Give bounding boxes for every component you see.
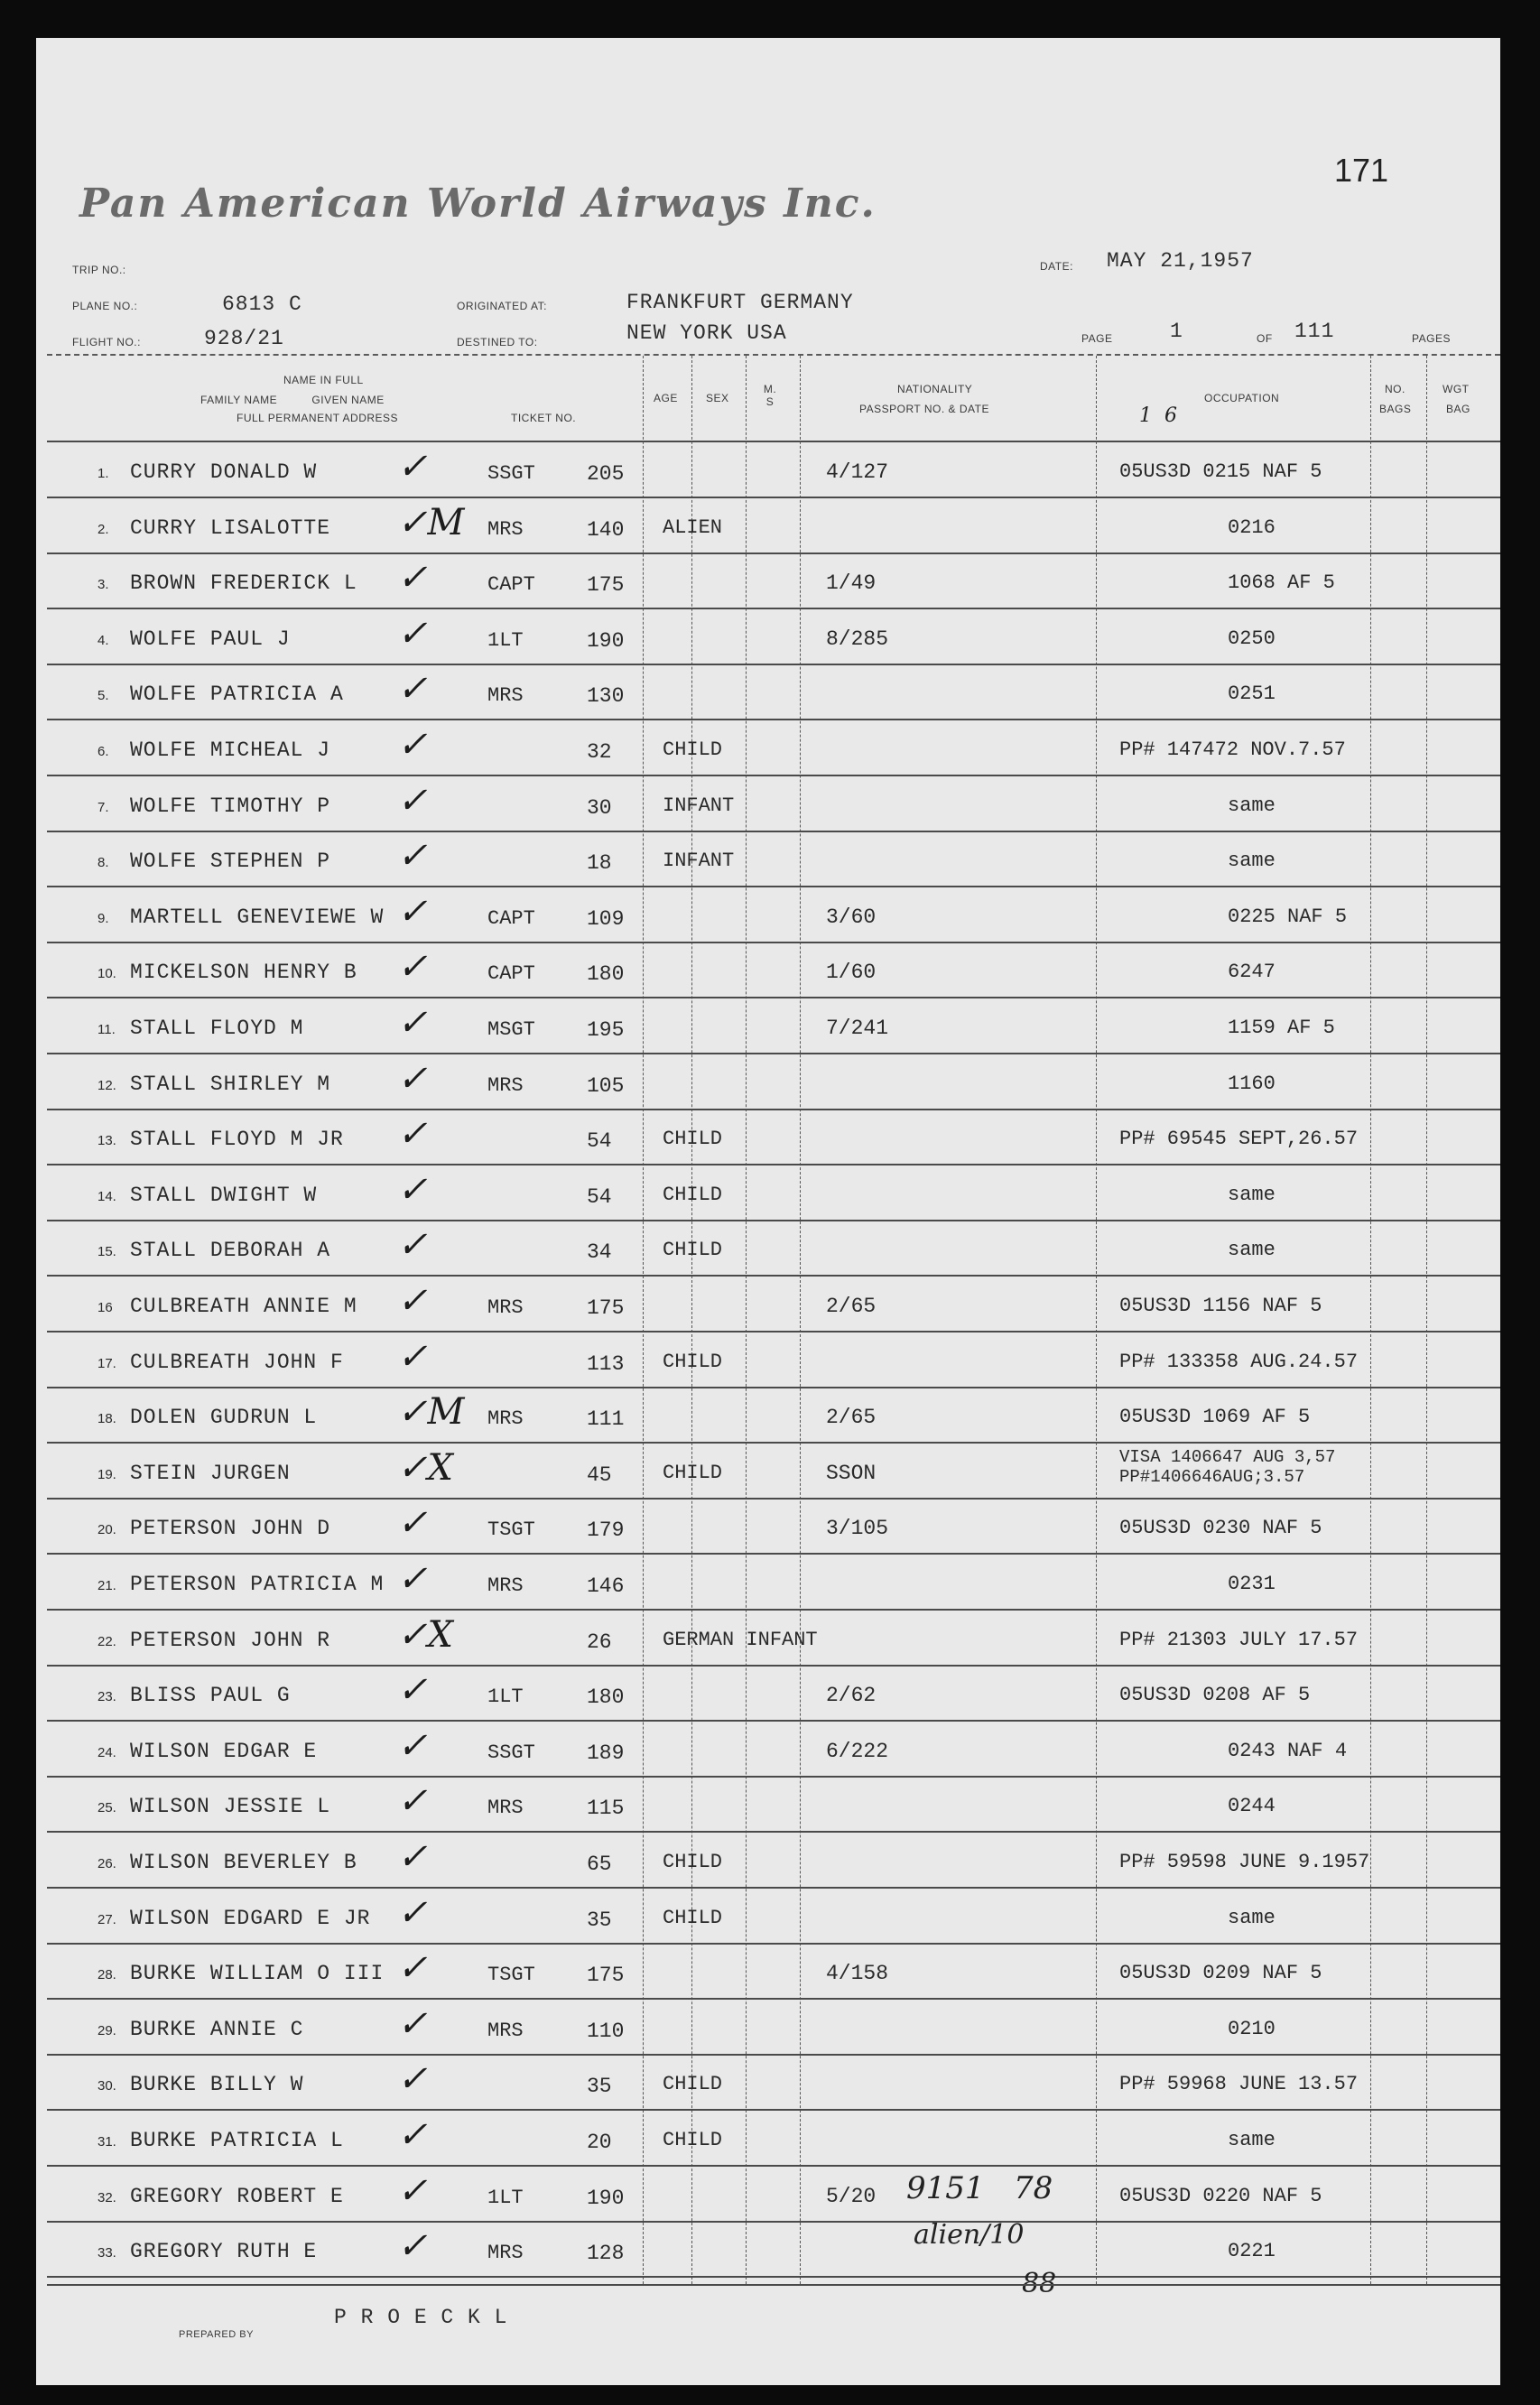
check-mark: ✓ <box>397 1280 428 1322</box>
check-mark: ✓ <box>397 1947 428 1989</box>
col-nationality: NATIONALITY <box>897 383 973 395</box>
col-ticket: TICKET NO. <box>511 412 577 424</box>
rank-title: MRS <box>487 684 524 707</box>
occupation: 6247 <box>1228 961 1276 983</box>
row-number: 7. <box>97 800 109 815</box>
row-number: 16 <box>97 1300 113 1315</box>
check-mark: ✓ <box>397 2003 428 2045</box>
handwritten-total: 9151 78 <box>906 2170 1053 2206</box>
check-mark: ✓ <box>397 1336 428 1378</box>
occupation: PP# 133358 AUG.24.57 <box>1119 1351 1359 1373</box>
occupation: 0221 <box>1228 2240 1276 2262</box>
table-row <box>0 2055 1540 2109</box>
check-mark: ✓ <box>397 946 428 988</box>
passenger-name: WOLFE STEPHEN P <box>130 850 331 873</box>
rank-title: SSGT <box>487 462 535 485</box>
col-occupation: OCCUPATION <box>1204 392 1280 404</box>
row-number: 29. <box>97 2023 116 2038</box>
sex-status: INFANT <box>663 850 735 872</box>
passenger-name: WILSON EDGARD E JR <box>130 1907 371 1930</box>
occupation: 05US3D 0209 NAF 5 <box>1119 1962 1322 1984</box>
table-row <box>0 2222 1540 2276</box>
page: 1 <box>1170 320 1183 343</box>
row-number: 10. <box>97 966 116 981</box>
passenger-name: CULBREATH ANNIE M <box>130 1295 357 1318</box>
table-row <box>0 664 1540 719</box>
ticket-number: 109 <box>587 907 625 931</box>
rank-title: CAPT <box>487 962 535 985</box>
occupation: 05US3D 0220 NAF 5 <box>1119 2185 1322 2207</box>
passport-no: 2/65 <box>826 1295 877 1318</box>
row-number: 13. <box>97 1133 116 1148</box>
rank-title: CAPT <box>487 573 535 596</box>
check-mark: ✓ <box>397 2225 428 2267</box>
sex-status: CHILD <box>663 2129 723 2151</box>
row-number: 3. <box>97 577 109 592</box>
sex-status: CHILD <box>663 1239 723 1261</box>
handwritten-alien-count: alien/10 <box>914 2219 1025 2251</box>
passenger-name: BURKE WILLIAM O III <box>130 1962 385 1985</box>
passenger-name: WOLFE PAUL J <box>130 627 291 651</box>
passport-no: 4/127 <box>826 460 889 484</box>
passport-no: 6/222 <box>826 1740 889 1763</box>
table-row <box>0 498 1540 552</box>
header-top-rule <box>47 354 1500 356</box>
passenger-name: CURRY DONALD W <box>130 460 318 484</box>
col-age: AGE <box>654 392 678 404</box>
passenger-name: WILSON BEVERLEY B <box>130 1851 357 1874</box>
ticket-number: 54 <box>587 1185 612 1209</box>
sex-status: CHILD <box>663 2073 723 2095</box>
row-number: 14. <box>97 1189 116 1204</box>
ticket-number: 111 <box>587 1407 625 1431</box>
occupation: 05US3D 1069 AF 5 <box>1119 1406 1311 1428</box>
sex-status: ALIEN <box>663 516 723 539</box>
table-row <box>0 1889 1540 1943</box>
row-number: 12. <box>97 1078 116 1093</box>
passport-no: SSON <box>826 1462 877 1485</box>
occupation: 1068 AF 5 <box>1228 571 1335 594</box>
ticket-number: 34 <box>587 1240 612 1264</box>
ticket-number: 180 <box>587 962 625 986</box>
ticket-number: 35 <box>587 2075 612 2098</box>
ticket-number: 140 <box>587 518 625 542</box>
of-total: 111 <box>1294 320 1335 343</box>
occupation: 1160 <box>1228 1072 1276 1095</box>
prepared-by: P R O E C K L <box>334 2306 508 2329</box>
check-mark: ✓ <box>397 724 428 766</box>
check-mark: ✓ <box>397 891 428 933</box>
passenger-name: STALL FLOYD M <box>130 1017 304 1040</box>
occupation: same <box>1228 850 1276 872</box>
sex-status: CHILD <box>663 1351 723 1373</box>
table-row <box>0 831 1540 886</box>
check-mark: ✓ <box>397 668 428 710</box>
occupation: 05US3D 0215 NAF 5 <box>1119 460 1322 483</box>
occupation-line2: PP#1406646AUG;3.57 <box>1119 1467 1305 1487</box>
passenger-name: WOLFE PATRICIA A <box>130 682 344 706</box>
row-number: 20. <box>97 1522 116 1537</box>
row-number: 24. <box>97 1745 116 1760</box>
table-row <box>0 1666 1540 1720</box>
passenger-name: WOLFE MICHEAL J <box>130 738 331 762</box>
passenger-name: PETERSON JOHN D <box>130 1517 331 1540</box>
check-mark: ✓ <box>397 1892 428 1934</box>
destined-to: NEW YORK USA <box>626 321 787 345</box>
row-number: 32. <box>97 2190 116 2205</box>
row-number: 1. <box>97 466 109 481</box>
col-passport: PASSPORT NO. & DATE <box>859 403 989 415</box>
check-mark: ✓ <box>397 446 428 488</box>
passport-no: 3/60 <box>826 905 877 929</box>
passenger-name: CULBREATH JOHN F <box>130 1351 344 1374</box>
date-label: DATE: <box>1040 260 1073 273</box>
passport-no: 5/20 <box>826 2185 877 2208</box>
flight-no-label: FLIGHT NO.: <box>72 336 141 348</box>
handwritten-total-88: 88 <box>1022 2268 1057 2299</box>
of-label: OF <box>1257 332 1273 345</box>
row-number: 17. <box>97 1356 116 1371</box>
sex-status: CHILD <box>663 1462 723 1484</box>
row-number: 33. <box>97 2245 116 2261</box>
row-number: 28. <box>97 1967 116 1982</box>
row-number: 2. <box>97 522 109 537</box>
passenger-name: STEIN JURGEN <box>130 1462 291 1485</box>
footer-rule <box>47 2284 1500 2286</box>
passport-no: 2/62 <box>826 1684 877 1707</box>
table-row <box>0 1054 1540 1109</box>
ticket-number: 195 <box>587 1018 625 1042</box>
passport-no: 7/241 <box>826 1017 889 1040</box>
check-mark: ✓ <box>397 1169 428 1211</box>
passenger-name: DOLEN GUDRUN L <box>130 1406 318 1429</box>
ticket-number: 110 <box>587 2020 625 2043</box>
table-row <box>0 553 1540 608</box>
check-mark: ✓ <box>397 2114 428 2156</box>
rank-title: MRS <box>487 1296 524 1319</box>
passenger-name: BLISS PAUL G <box>130 1684 291 1707</box>
rank-title: 1LT <box>487 1685 524 1708</box>
page-number: 171 <box>1334 152 1389 189</box>
col-wgt-bag: BAG <box>1446 403 1470 415</box>
check-mark: ✓ <box>397 2058 428 2100</box>
check-mark: ✓ <box>397 1558 428 1600</box>
passenger-name: GREGORY RUTH E <box>130 2240 318 2263</box>
occupation: 0251 <box>1228 682 1276 705</box>
originated-label: ORIGINATED AT: <box>457 300 547 312</box>
rank-title: MRS <box>487 1407 524 1430</box>
passenger-name: BURKE ANNIE C <box>130 2018 304 2041</box>
row-number: 23. <box>97 1689 116 1704</box>
passenger-name: CURRY LISALOTTE <box>130 516 331 540</box>
table-row <box>0 1777 1540 1831</box>
ticket-number: 18 <box>587 851 612 875</box>
check-mark: ✓M <box>397 1391 465 1433</box>
plane-no-label: PLANE NO.: <box>72 300 138 312</box>
col-name-line3: FULL PERMANENT ADDRESS <box>237 412 399 424</box>
check-mark: ✓ <box>397 1725 428 1767</box>
airline-logo: Pan American World Airways Inc. <box>79 181 877 227</box>
row-number: 30. <box>97 2078 116 2094</box>
passport-no: 2/65 <box>826 1406 877 1429</box>
occupation: 0231 <box>1228 1573 1276 1595</box>
occupation: PP# 59968 JUNE 13.57 <box>1119 2073 1359 2095</box>
check-mark: ✓ <box>397 1002 428 1044</box>
occupation: PP# 59598 JUNE 9.1957 <box>1119 1851 1370 1873</box>
ticket-number: 105 <box>587 1074 625 1098</box>
occupation-note: 1 6 <box>1139 404 1177 427</box>
check-mark: ✓M <box>397 502 465 543</box>
rank-title: 1LT <box>487 2187 524 2209</box>
occupation: 0244 <box>1228 1795 1276 1817</box>
table-row <box>0 720 1540 775</box>
rank-title: MRS <box>487 2242 524 2264</box>
occupation: same <box>1228 1184 1276 1206</box>
occupation: 05US3D 1156 NAF 5 <box>1119 1295 1322 1317</box>
passenger-name: WOLFE TIMOTHY P <box>130 794 331 818</box>
passenger-name: PETERSON JOHN R <box>130 1629 331 1652</box>
rank-title: MRS <box>487 518 524 541</box>
ticket-number: 45 <box>587 1463 612 1487</box>
check-mark: ✓ <box>397 613 428 655</box>
sex-status: GERMAN INFANT <box>663 1629 818 1651</box>
ticket-number: 179 <box>587 1518 625 1542</box>
sex-status: CHILD <box>663 1851 723 1873</box>
sex-status: CHILD <box>663 1128 723 1150</box>
table-row <box>0 1833 1540 1887</box>
ticket-number: 65 <box>587 1852 612 1876</box>
check-mark: ✓ <box>397 2170 428 2212</box>
ticket-number: 30 <box>587 796 612 820</box>
passenger-name: WILSON EDGAR E <box>130 1740 318 1763</box>
table-row <box>0 1332 1540 1387</box>
table-row <box>0 776 1540 831</box>
rank-title: MRS <box>487 1074 524 1097</box>
passenger-name: WILSON JESSIE L <box>130 1795 331 1818</box>
ticket-number: 115 <box>587 1797 625 1820</box>
ticket-number: 175 <box>587 1964 625 1987</box>
row-divider <box>47 2276 1500 2278</box>
ticket-number: 146 <box>587 1574 625 1598</box>
passenger-name: STALL DWIGHT W <box>130 1184 318 1207</box>
page-label: PAGE <box>1081 332 1113 345</box>
rank-title: CAPT <box>487 907 535 930</box>
row-number: 15. <box>97 1244 116 1259</box>
passenger-name: MICKELSON HENRY B <box>130 961 357 984</box>
table-row <box>0 442 1540 497</box>
ticket-number: 26 <box>587 1630 612 1654</box>
check-mark: ✓ <box>397 1836 428 1878</box>
table-row <box>0 2111 1540 2165</box>
passenger-name: BURKE PATRICIA L <box>130 2129 344 2152</box>
occupation: PP# 21303 JULY 17.57 <box>1119 1629 1359 1651</box>
passport-no: 1/60 <box>826 961 877 984</box>
check-mark: ✓ <box>397 835 428 877</box>
check-mark: ✓X <box>397 1614 453 1656</box>
table-row <box>0 998 1540 1053</box>
row-number: 6. <box>97 744 109 759</box>
table-row <box>0 1277 1540 1331</box>
ticket-number: 54 <box>587 1129 612 1153</box>
rank-title: TSGT <box>487 1518 535 1541</box>
table-row <box>0 887 1540 942</box>
check-mark: ✓ <box>397 780 428 822</box>
row-number: 25. <box>97 1800 116 1815</box>
flight-date: MAY 21,1957 <box>1107 249 1254 273</box>
ticket-number: 190 <box>587 2187 625 2210</box>
col-bags-no: NO. <box>1385 383 1405 395</box>
row-number: 21. <box>97 1578 116 1593</box>
ticket-number: 20 <box>587 2131 612 2154</box>
table-row <box>0 1388 1540 1442</box>
table-row <box>0 609 1540 664</box>
ticket-number: 128 <box>587 2242 625 2265</box>
passport-no: 8/285 <box>826 627 889 651</box>
passport-no: 4/158 <box>826 1962 889 1985</box>
row-number: 8. <box>97 855 109 870</box>
col-name-line1: NAME IN FULL <box>283 374 364 386</box>
destined-label: DESTINED TO: <box>457 336 538 348</box>
table-row <box>0 1165 1540 1220</box>
table-row <box>0 1722 1540 1776</box>
occupation: 05US3D 0230 NAF 5 <box>1119 1517 1322 1539</box>
row-number: 11. <box>97 1022 116 1037</box>
col-name-line2: FAMILY NAME GIVEN NAME <box>200 394 385 406</box>
ticket-number: 189 <box>587 1741 625 1765</box>
row-number: 5. <box>97 688 109 703</box>
ticket-number: 130 <box>587 684 625 708</box>
ticket-number: 175 <box>587 573 625 597</box>
check-mark: ✓ <box>397 1669 428 1711</box>
row-number: 4. <box>97 633 109 648</box>
rank-title: MRS <box>487 2020 524 2042</box>
occupation: 0250 <box>1228 627 1276 650</box>
col-bags: BAGS <box>1379 403 1412 415</box>
table-row <box>0 1444 1540 1498</box>
table-row <box>0 1499 1540 1553</box>
row-number: 26. <box>97 1856 116 1871</box>
passenger-name: PETERSON PATRICIA M <box>130 1573 385 1596</box>
occupation: 0216 <box>1228 516 1276 539</box>
passenger-name: STALL SHIRLEY M <box>130 1072 331 1096</box>
row-number: 19. <box>97 1467 116 1482</box>
sex-status: CHILD <box>663 738 723 761</box>
ticket-number: 175 <box>587 1296 625 1320</box>
passport-no: 1/49 <box>826 571 877 595</box>
ticket-number: 180 <box>587 1685 625 1709</box>
check-mark: ✓ <box>397 1502 428 1544</box>
rank-title: 1LT <box>487 629 524 652</box>
check-mark: ✓ <box>397 1780 428 1822</box>
col-wgt: WGT <box>1443 383 1470 395</box>
occupation: 05US3D 0208 AF 5 <box>1119 1684 1311 1706</box>
passenger-name: BURKE BILLY W <box>130 2073 304 2096</box>
originated-at: FRANKFURT GERMANY <box>626 291 854 314</box>
occupation: VISA 1406647 AUG 3,57 <box>1119 1447 1336 1467</box>
occupation: same <box>1228 1907 1276 1929</box>
table-row <box>0 1611 1540 1665</box>
rank-title: SSGT <box>487 1741 535 1764</box>
occupation: same <box>1228 794 1276 817</box>
passenger-name: MARTELL GENEVIEWE W <box>130 905 385 929</box>
row-number: 31. <box>97 2134 116 2150</box>
occupation: PP# 69545 SEPT,26.57 <box>1119 1128 1359 1150</box>
table-row <box>0 1555 1540 1609</box>
check-mark: ✓ <box>397 1058 428 1100</box>
occupation: same <box>1228 2129 1276 2151</box>
passenger-name: STALL DEBORAH A <box>130 1239 331 1262</box>
sex-status: CHILD <box>663 1907 723 1929</box>
table-row <box>0 2167 1540 2221</box>
rank-title: MSGT <box>487 1018 535 1041</box>
check-mark: ✓X <box>397 1447 453 1489</box>
ticket-number: 35 <box>587 1908 612 1932</box>
occupation: same <box>1228 1239 1276 1261</box>
prepared-by-label: PREPARED BY <box>179 2329 254 2340</box>
trip-no-label: TRIP NO.: <box>72 264 126 276</box>
sex-status: CHILD <box>663 1184 723 1206</box>
occupation: 0243 NAF 4 <box>1228 1740 1348 1762</box>
rank-title: MRS <box>487 1574 524 1597</box>
pages-label: PAGES <box>1412 332 1451 345</box>
table-row <box>0 1110 1540 1164</box>
rank-title: TSGT <box>487 1964 535 1986</box>
check-mark: ✓ <box>397 1224 428 1266</box>
check-mark: ✓ <box>397 557 428 599</box>
table-row <box>0 942 1540 997</box>
row-number: 9. <box>97 911 109 926</box>
table-row <box>0 1221 1540 1275</box>
flight-no: 928/21 <box>204 327 284 350</box>
ticket-number: 205 <box>587 462 625 486</box>
col-sex: SEX <box>706 392 729 404</box>
check-mark: ✓ <box>397 1113 428 1155</box>
passenger-name: GREGORY ROBERT E <box>130 2185 344 2208</box>
row-number: 22. <box>97 1634 116 1649</box>
ticket-number: 113 <box>587 1352 625 1376</box>
occupation: 1159 AF 5 <box>1228 1017 1335 1039</box>
passport-no: 3/105 <box>826 1517 889 1540</box>
occupation: 0210 <box>1228 2018 1276 2040</box>
ticket-number: 32 <box>587 740 612 764</box>
rank-title: MRS <box>487 1797 524 1819</box>
passenger-name: STALL FLOYD M JR <box>130 1128 344 1151</box>
col-marital-status: M. S <box>763 383 777 408</box>
ticket-number: 190 <box>587 629 625 653</box>
plane-no: 6813 C <box>222 292 302 316</box>
table-row <box>0 2000 1540 2054</box>
occupation: 0225 NAF 5 <box>1228 905 1348 928</box>
occupation: PP# 147472 NOV.7.57 <box>1119 738 1346 761</box>
table-row <box>0 1944 1540 1998</box>
row-number: 27. <box>97 1912 116 1927</box>
sex-status: INFANT <box>663 794 735 817</box>
row-number: 18. <box>97 1411 116 1426</box>
passenger-name: BROWN FREDERICK L <box>130 571 357 595</box>
